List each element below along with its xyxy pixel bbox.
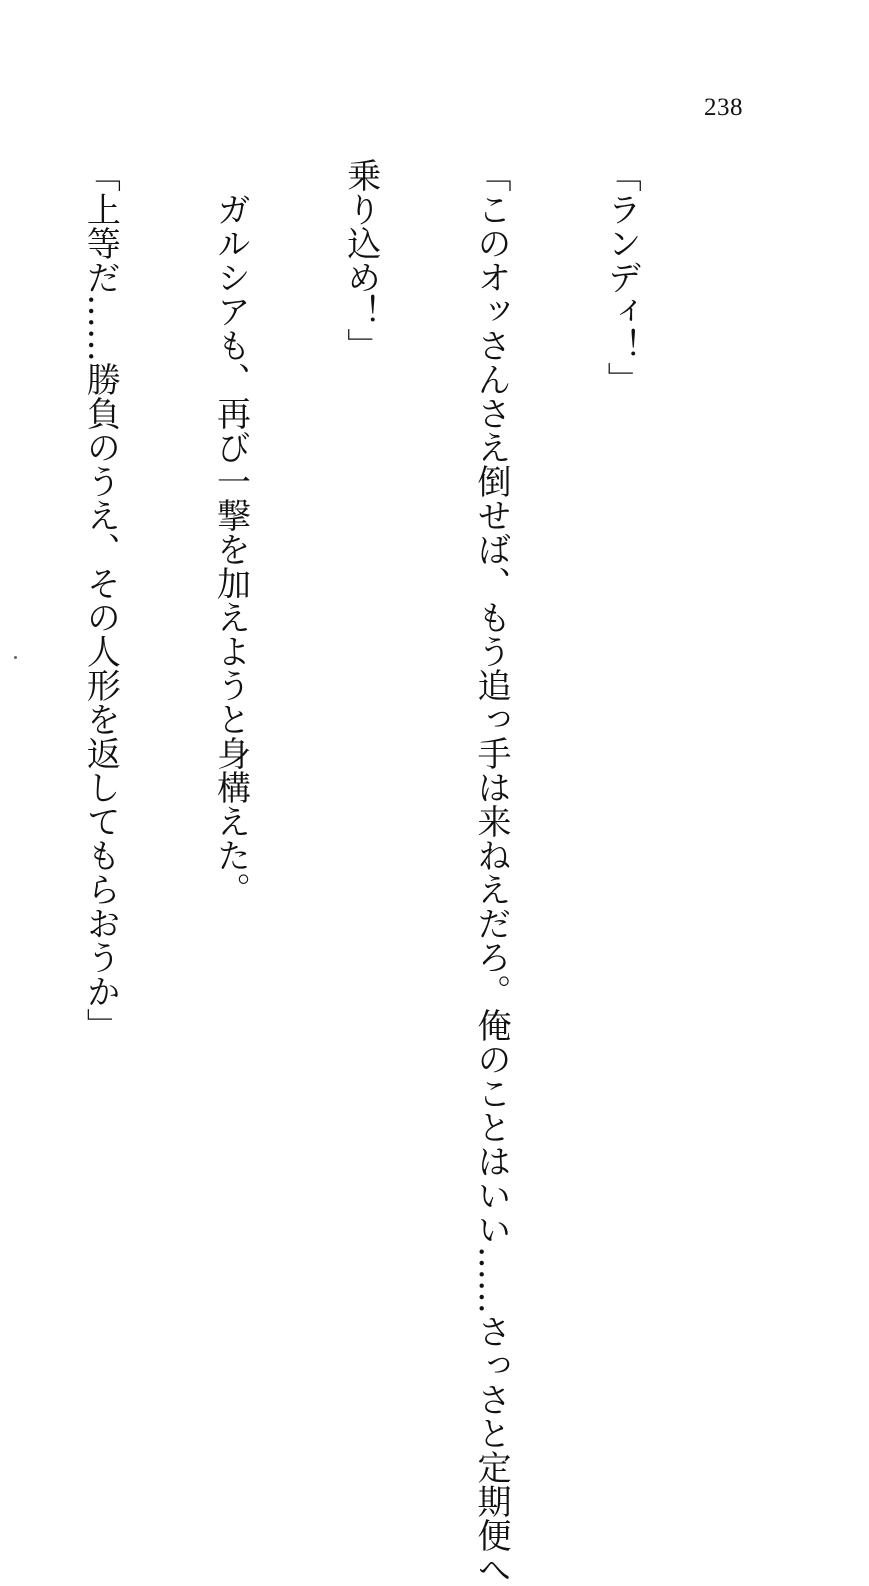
text-line: 「上等だ……勝負のうえ、その人形を返してもらおうか」 xyxy=(80,158,121,1042)
text-line: ガルシアも、再び一撃を加えようと身構えた。 xyxy=(210,158,251,906)
vertical-text-body xyxy=(29,158,729,1586)
page-number: 238 xyxy=(704,94,743,121)
text-line: 「このオッさんさえ倒せば、もう追っ手は来ねえだろ。俺のことはいい……さっさと定期便へ xyxy=(470,158,511,1586)
scan-speck xyxy=(14,656,17,659)
text-line: 「ランディ！」 xyxy=(601,158,642,396)
text-line: 乗り込め！」 xyxy=(340,158,381,362)
